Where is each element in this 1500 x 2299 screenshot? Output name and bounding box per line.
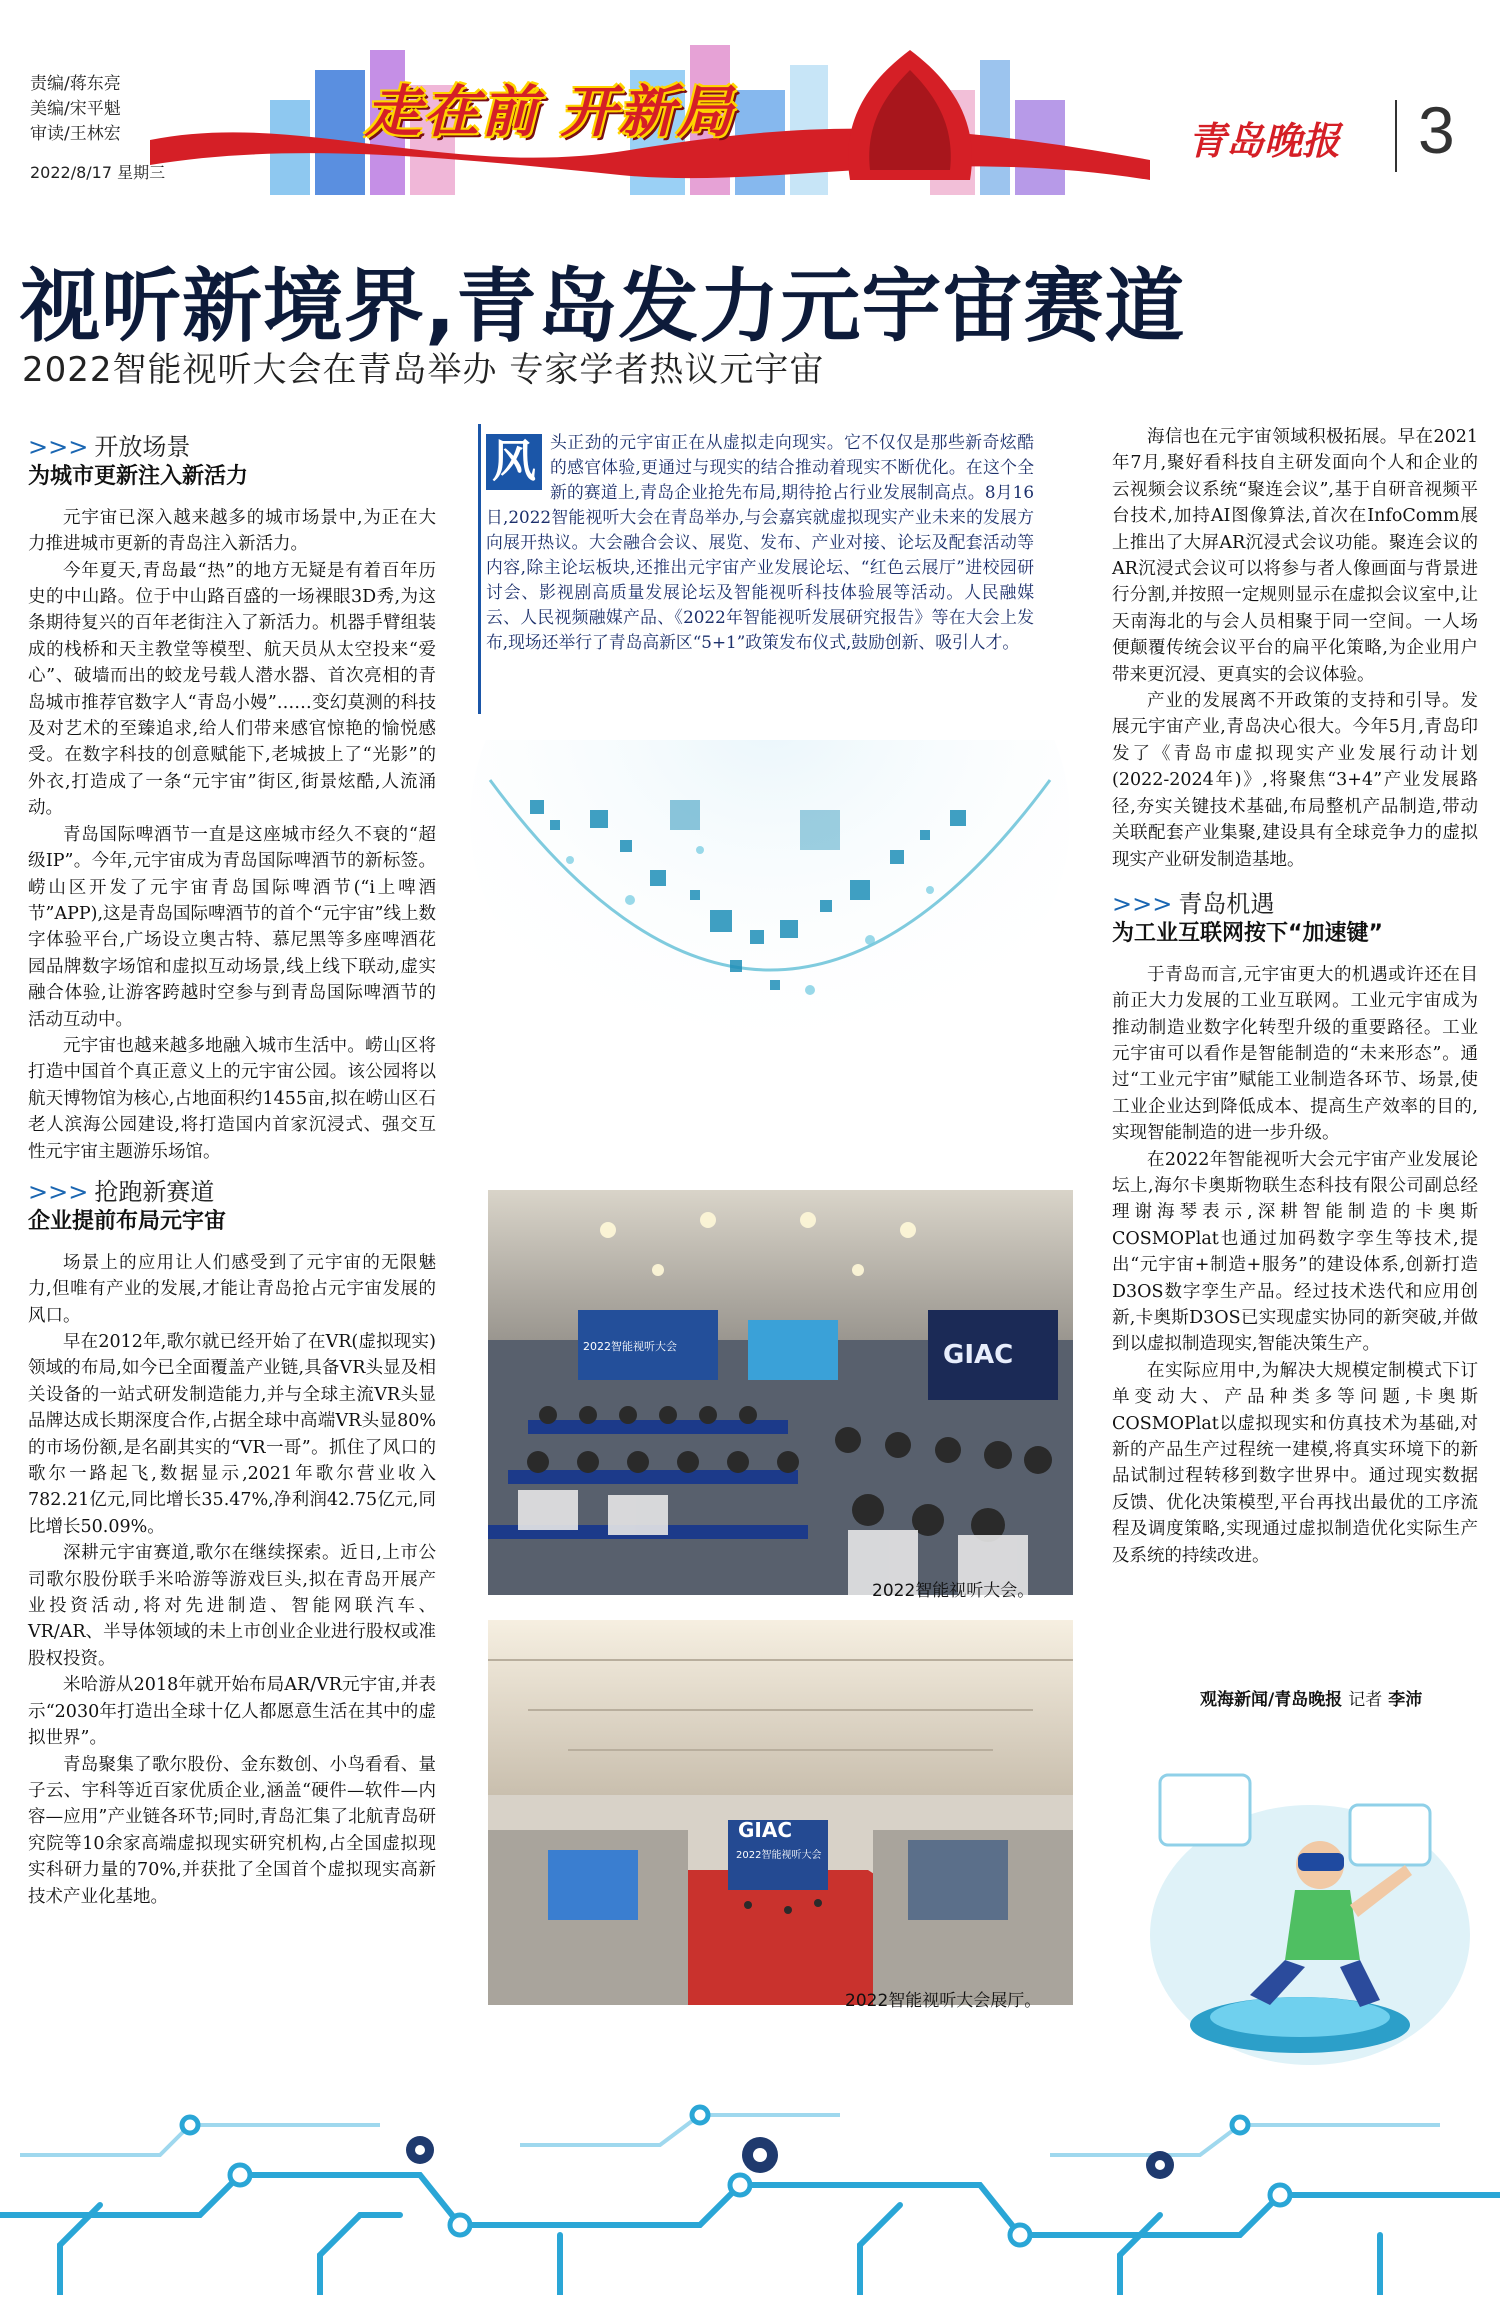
headline: 视听新境界,青岛发力元宇宙赛道 — [20, 260, 1186, 353]
section-kicker: >>> 青岛机遇 — [1112, 889, 1275, 918]
byline — [1200, 1685, 1422, 1710]
paragraph: 米哈游从2018年就开始布局AR/VR元宇宙,并表示“2030年打造出全球十亿人都愿意生活在其中的虚拟世界”。 — [28, 1675, 436, 1749]
conference-photo-caption: 2022智能视听大会。 — [872, 1581, 1035, 1601]
header-divider — [1395, 100, 1397, 172]
column-right — [1112, 424, 1478, 1569]
byline-role: 记者 — [1348, 1690, 1383, 1710]
editor-credit-2: 美编/宋平魁 — [30, 99, 121, 119]
issue-date: 2022/8/17 星期三 — [30, 163, 166, 182]
section-kicker: >>> 开放场景 — [28, 433, 191, 461]
section-title: 企业提前布局元宇宙 — [28, 1209, 227, 1235]
banner-slogan: 走在前 开新局 — [365, 80, 735, 145]
section-kicker: >>> 抢跑新赛道 — [28, 1177, 215, 1206]
conference-logo: GIAC — [943, 1340, 1014, 1370]
hall-logo: GIAC — [738, 1818, 793, 1842]
drop-cap: 风 — [486, 434, 542, 490]
column-left — [28, 434, 436, 1910]
conference-screen-text: 2022智能视听大会 — [583, 1340, 677, 1353]
digital-globe-graphic — [450, 740, 1070, 1080]
paragraph: 场景上的应用让人们感受到了元宇宙的无限魅力,但唯有产业的发展,才能让青岛抢占元宇宙发展的风口。 — [28, 1252, 436, 1326]
newspaper-name: 青岛晚报 — [1188, 118, 1341, 163]
hall-photo-caption: 2022智能视听大会展厅。 — [845, 1991, 1042, 2011]
page-number: 3 — [1418, 93, 1455, 167]
hall-sub-text: 2022智能视听大会 — [736, 1850, 822, 1861]
paragraph: 在2022年智能视听大会元宇宙产业发展论坛上,海尔卡奥斯物联生态科技有限公司副总经理谢海琴表示,深耕智能制造的卡奥斯COSMOPlat也通过加码数字孪生等技术,提出“元宇宙+制造+服务”的建设体系,创新打造D3OS数字孪生产品。经过技术迭代和应用创新,卡奥斯D3OS已实现虚实协同的新突破,并做到以虚拟制造现实,智能决策生产。 — [1112, 1149, 1478, 1355]
paragraph: 海信也在元宇宙领域积极拓展。早在2021年7月,聚好看科技自主研发面向个人和企业的云视频会议系统“聚连会议”,基于自研音视频平台技术,加持AI图像算法,首次在InfoComm展上推出了大屏AR沉浸式会议功能。聚连会议的AR沉浸式会议可以将参与者人像画面与背景进行分割,并按照一定规则显示在虚拟会议室中,让天南海北的与会人员相聚于同一空间。一人场便颠覆传统会议平台的扁平化策略,为企业用户带来更沉浸、更真实的会议体验。 — [1112, 427, 1478, 685]
paragraph: 早在2012年,歌尔就已经开始了在VR(虚拟现实)领域的布局,如今已全面覆盖产业链,具备VR头显及相关设备的一站式研发制造能力,并与全球主流VR头显品牌达成长期深度合作,占据全球中高端VR头显80%的市场份额,是名副其实的“VR一哥”。抓住了风口的歌尔一路起飞,数据显示,2021年歌尔营业收入782.21亿元,同比增长35.47%,净利润42.75亿元,同比增长50.09%。 — [28, 1332, 436, 1537]
editor-credit-1: 责编/蒋东亮 — [30, 74, 121, 94]
paragraph: 青岛聚集了歌尔股份、金东数创、小鸟看看、量子云、宇科等近百家优质企业,涵盖“硬件—软件—内容—应用”产业链各环节;同时,青岛汇集了北航青岛研究院等10余家高端虚拟现实研究机构,占全国虚拟现实科研力量的70%,并获批了全国首个虚拟现实高新技术产业化基地。 — [28, 1754, 436, 1907]
conference-photo-art — [488, 1190, 1073, 1595]
section-title: 为工业互联网按下“加速键” — [1112, 921, 1383, 947]
vr-user-illustration — [1120, 1745, 1480, 2075]
paragraph: 于青岛而言,元宇宙更大的机遇或许还在目前正大力发展的工业互联网。工业元宇宙成为推动制造业数字化转型升级的重要路径。工业元宇宙可以看作是智能制造的“未来形态”。通过“工业元宇宙”赋能工业制造各环节、场景,使工业企业达到降低成本、提高生产效率的目的,实现智能制造的进一步升级。 — [1112, 964, 1478, 1144]
subheadline: 2022智能视听大会在青岛举办 专家学者热议元宇宙 — [22, 350, 825, 390]
circuit-footer-graphic — [0, 2095, 1500, 2295]
editor-credit-3: 审读/王林宏 — [30, 124, 121, 144]
paragraph: 元宇宙已深入越来越多的城市场景中,为正在大力推进城市更新的青岛注入新活力。 — [28, 507, 436, 555]
paragraph: 今年夏天,青岛最“热”的地方无疑是有着百年历史的中山路。位于中山路百盛的一场裸眼3D秀,为这条期待复兴的百年老街注入了新活力。机器手臂组装成的栈桥和天主教堂等模型、航天员从太空投来“爱心”、破墙而出的蛟龙号载人潜水器、首次亮相的青岛城市推荐官数字人“青岛小嫚”……变幻莫测的科技及对艺术的至臻追求,给人们带来感官惊艳的愉悦感受。在数字科技的创意赋能下,老城披上了“光影”的外衣,打造成了一条“元宇宙”街区,街景炫酷,人流涌动。 — [28, 560, 436, 819]
intro-lead — [486, 430, 1034, 655]
conference-photo — [488, 1190, 1073, 1595]
paragraph: 深耕元宇宙赛道,歌尔在继续探索。近日,上市公司歌尔股份联手米哈游等游戏巨头,拟在青岛开展产业投资活动,将对先进制造、智能网联汽车、VR/AR、半导体领域的未上市创业企业进行股权或准股权投资。 — [28, 1543, 436, 1669]
intro-text: 头正劲的元宇宙正在从虚拟走向现实。它不仅仅是那些新奇炫酷的感官体验,更通过与现实的结合推动着现实不断优化。在这个全新的赛道上,青岛企业抢先布局,期待抢占行业发展制高点。8月16日,2022智能视听大会在青岛举办,与会嘉宾就虚拟现实产业未来的发展方向展开热议。大会融合会议、展览、发布、产业对接、论坛及配套活动等内容,除主论坛板块,还推出元宇宙产业发展论坛、“红色云展厅”进校园研讨会、影视剧高质量发展论坛及智能视听科技体验展等活动。人民融媒云、人民视频融媒产品、《2022年智能视听发展研究报告》等在大会上发布,现场还举行了青岛高新区“5+1”政策发布仪式,鼓励创新、吸引人才。 — [486, 432, 1034, 652]
paragraph: 产业的发展离不开政策的支持和引导。发展元宇宙产业,青岛决心很大。今年5月,青岛印发了《青岛市虚拟现实产业发展行动计划(2022-2024年)》,将聚焦“3+4”产业发展路径,夯实关键技术基础,布局整机产品制造,带动关联配套产业集聚,建设具有全球竞争力的虚拟现实产业研发制造基地。 — [1112, 691, 1478, 870]
paragraph: 元宇宙也越来越多地融入城市生活中。崂山区将打造中国首个真正意义上的元宇宙公园。该公园将以航天博物馆为核心,占地面积约1455亩,拟在崂山区石老人滨海公园建设,将打造国内首家沉浸式、强交互性元宇宙主题游乐场馆。 — [28, 1035, 436, 1162]
editor-credits — [30, 72, 121, 147]
paragraph: 在实际应用中,为解决大规模定制模式下订单变动大、产品种类多等问题,卡奥斯COSMOPlat以虚拟现实和仿真技术为基础,对新的产品生产过程统一建模,将真实环境下的新品试制过程转移到数字世界中。通过现实数据反馈、优化决策模型,平台再找出最优的工序流程及调度策略,实现通过虚拟制造优化实际生产及系统的持续改进。 — [1112, 1360, 1478, 1566]
paragraph: 青岛国际啤酒节一直是这座城市经久不衰的“超级IP”。今年,元宇宙成为青岛国际啤酒节的新标签。崂山区开发了元宇宙青岛国际啤酒节(“i上啤酒节”APP),这是青岛国际啤酒节的首个“元宇宙”线上数字体验平台,广场设立奥古特、慕尼黑等多座啤酒花园品牌数字场馆和虚拟互动场景,线上线下联动,虚实融合体验,让游客跨越时空参与到青岛国际啤酒节的活动互动中。 — [28, 824, 436, 1030]
byline-name: 李沛 — [1388, 1690, 1423, 1710]
exhibition-hall-photo — [488, 1620, 1073, 2005]
exhibition-hall-photo-art — [488, 1620, 1073, 2005]
section-title: 为城市更新注入新活力 — [28, 464, 249, 490]
byline-source: 观海新闻/青岛晚报 — [1200, 1690, 1343, 1710]
